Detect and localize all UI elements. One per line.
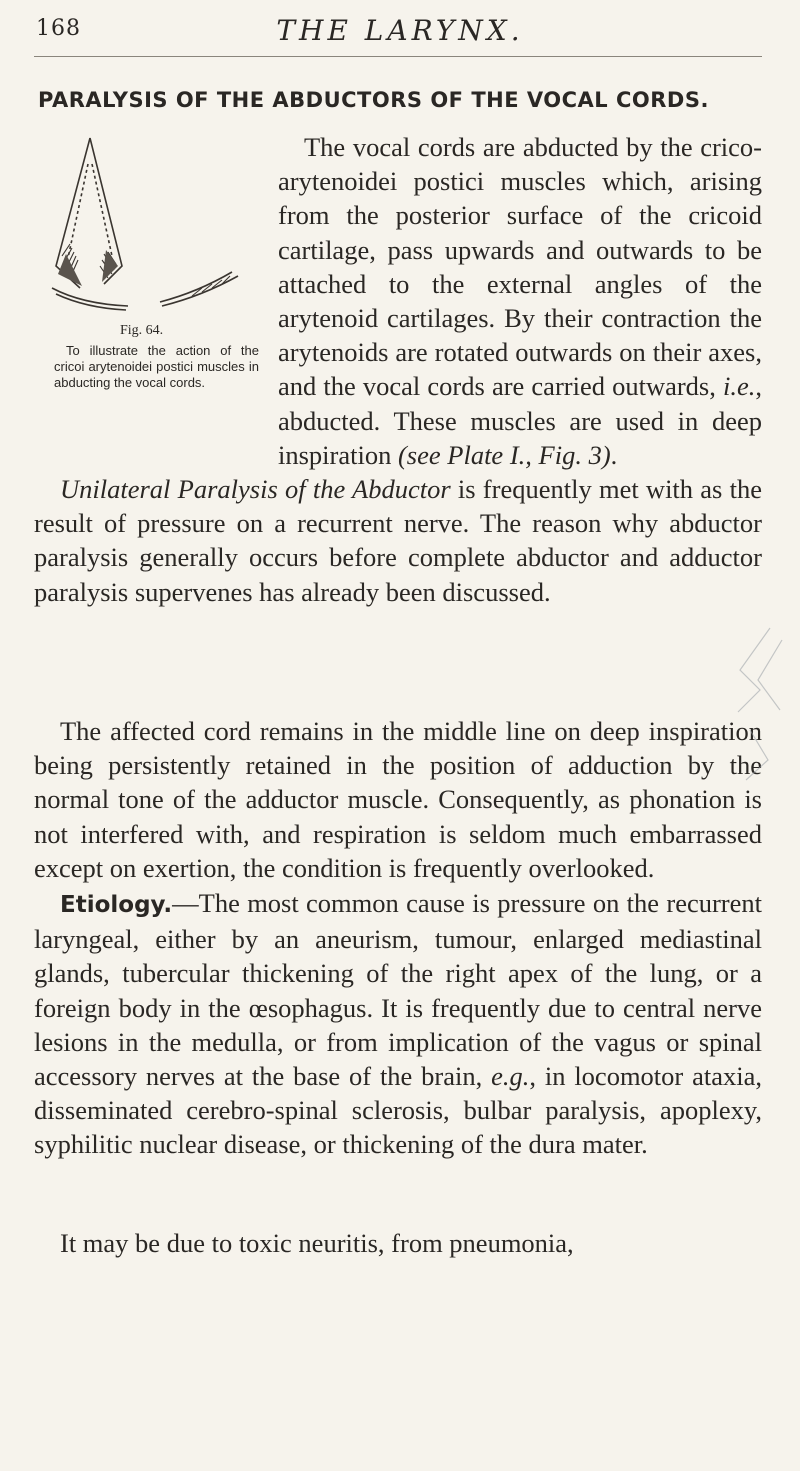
header-rule [34, 56, 762, 57]
eg-abbrev: e.g. [491, 1061, 530, 1092]
show-through-diagram-icon [710, 620, 800, 790]
ie-abbrev: i.e. [723, 371, 756, 402]
paragraph-2-text: is frequently met with as the result of pressure on a recurrent nerve. The reason why abductor paralysis generally occurs before complete abductor and adductor paralysis supervenes has already been discussed. [34, 474, 762, 607]
larynx-diagram-icon [42, 136, 256, 312]
figure-caption: To illustrate the action of the cricoi arytenoidei postici muscles in abducting the vocal cords. [54, 343, 259, 390]
paragraph-1-text-1: The vocal cords are abducted by the crico-arytenoidei postici muscles which, arising from the posterior surface of the cricoid cartilage, pass upwards and outwards to be attached to the external angles of the arytenoid cartilages. By their contraction the arytenoids are rotated outwards on their axes, and the vocal cords are carried outwards, [278, 132, 762, 402]
running-head: THE LARYNX. [276, 14, 524, 47]
paragraph-1-text-2: , abducted. These muscles are used in deep inspiration [278, 371, 762, 470]
body-text-block [34, 130, 762, 609]
paragraph-4 [34, 886, 762, 1162]
paragraph-1-text-3: . [610, 439, 618, 470]
figure-64 [34, 130, 262, 468]
section-heading: PARALYSIS OF THE ABDUCTORS OF THE VOCAL CORDS. [38, 88, 709, 112]
etiology-label: Etiology. [60, 892, 173, 918]
figure-label: Fig. 64. [120, 323, 164, 338]
paragraph-3: The affected cord remains in the middle line on deep inspiration being persistently retained in the position of adduction by the normal tone of the adductor muscle. Consequently, as phonation is not interfered with, and respiration is seldom much embarrassed except on exertion, the condition is frequently overlooked. [34, 716, 762, 883]
paragraph-5: It may be due to toxic neuritis, from pneumonia, [60, 1228, 574, 1258]
paragraph-4-text-2: , in locomotor ataxia, disseminated cerebro-spinal sclerosis, bulbar paralysis, apoplexy, syphilitic nuclear disease, or thickening of the dura mater. [34, 1061, 762, 1160]
paragraph-4-text-1: —The most common cause is pressure on the recurrent laryngeal, either by an aneurism, tumour, enlarged mediastinal glands, tubercular thickening of the right apex of the lung, or a foreign body in the œsophagus. It is frequently due to central nerve lesions in the medulla, or from implication of the vagus or spinal accessory nerves at the base of the brain, [34, 888, 762, 1092]
plate-reference: (see Plate I., Fig. 3) [397, 439, 611, 470]
page-number: 168 [36, 16, 81, 41]
unilateral-paralysis-heading: Unilateral Paralysis of the Abductor [60, 474, 451, 505]
